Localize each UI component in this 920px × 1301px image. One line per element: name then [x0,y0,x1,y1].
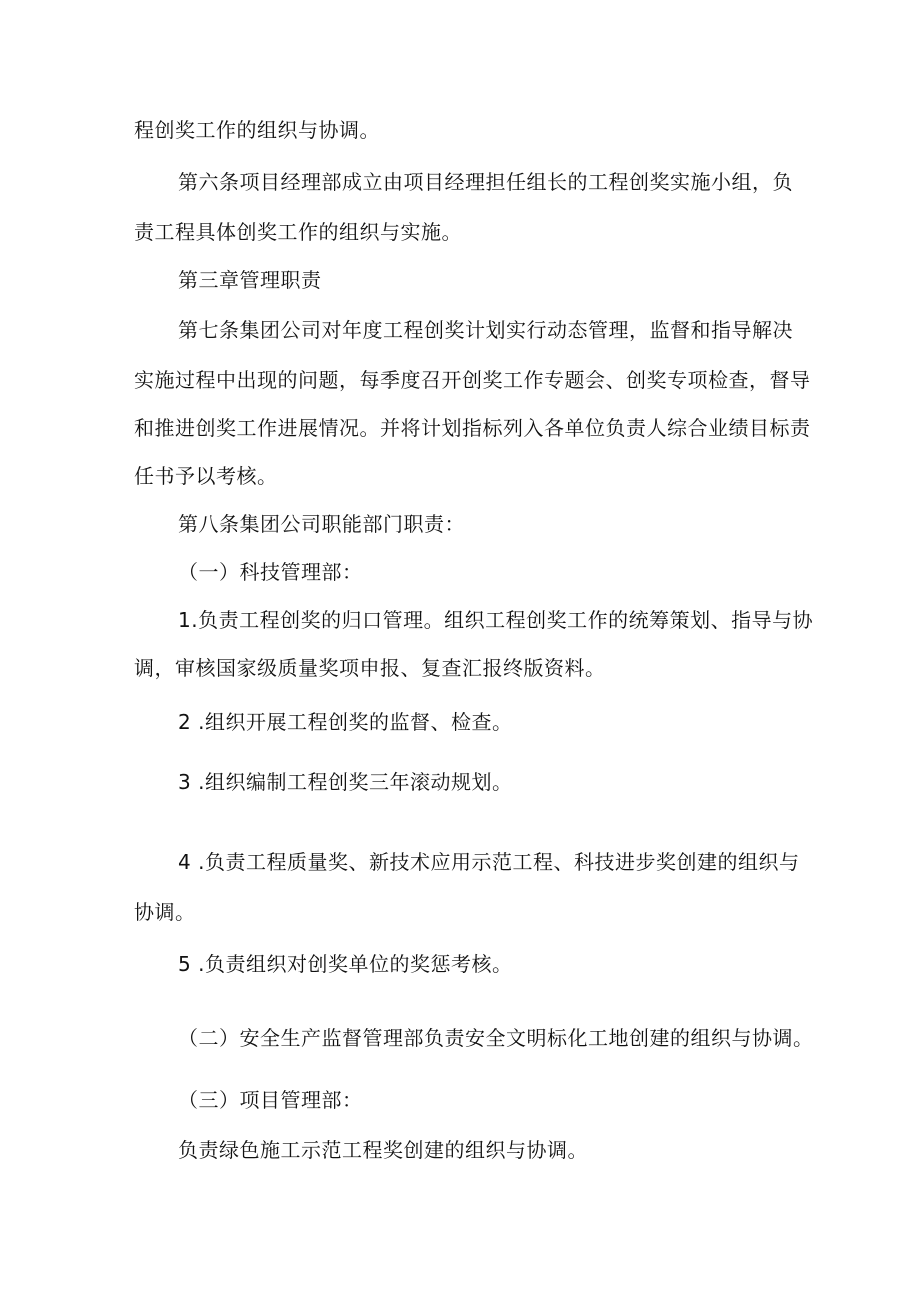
text-line: 协调。 [134,900,196,924]
text-line: 第六条项目经理部成立由项目经理担任组长的工程创奖实施小组，负 [178,170,793,194]
subsection-heading: （三）项目管理部： [178,1088,363,1112]
subsection-heading: （二）安全生产监督管理部负责安全文明标化工地创建的组织与协调。 [178,1026,814,1050]
list-item: 5 .负责组织对创奖单位的奖惩考核。 [178,952,513,976]
text-line: 调，审核国家级质量奖项申报、复查汇报终版资料。 [134,656,606,680]
text-line: 责工程具体创奖工作的组织与实施。 [134,220,462,244]
text-line: 和推进创奖工作进展情况。并将计划指标列入各单位负责人综合业绩目标责 [134,416,811,440]
text-line: 第八条集团公司职能部门职责： [178,512,465,536]
list-item: 1.负责工程创奖的归口管理。组织工程创奖工作的统筹策划、指导与协 [178,608,814,632]
list-item: 2 .组织开展工程创奖的监督、检查。 [178,710,513,734]
text-line: 任书予以考核。 [134,464,278,488]
text-line: 负责绿色施工示范工程奖创建的组织与协调。 [178,1138,588,1162]
text-line: 程创奖工作的组织与协调。 [134,118,380,142]
text-line: 实施过程中出现的问题，每季度召开创奖工作专题会、创奖专项检查，督导 [134,368,811,392]
text-line: 第七条集团公司对年度工程创奖计划实行动态管理，监督和指导解决 [178,318,793,342]
list-item: 4 .负责工程质量奖、新技术应用示范工程、科技进步奖创建的组织与 [178,850,800,874]
section-heading: 第三章管理职责 [178,268,322,292]
list-item: 3 .组织编制工程创奖三年滚动规划。 [178,770,513,794]
subsection-heading: （一）科技管理部： [178,560,363,584]
